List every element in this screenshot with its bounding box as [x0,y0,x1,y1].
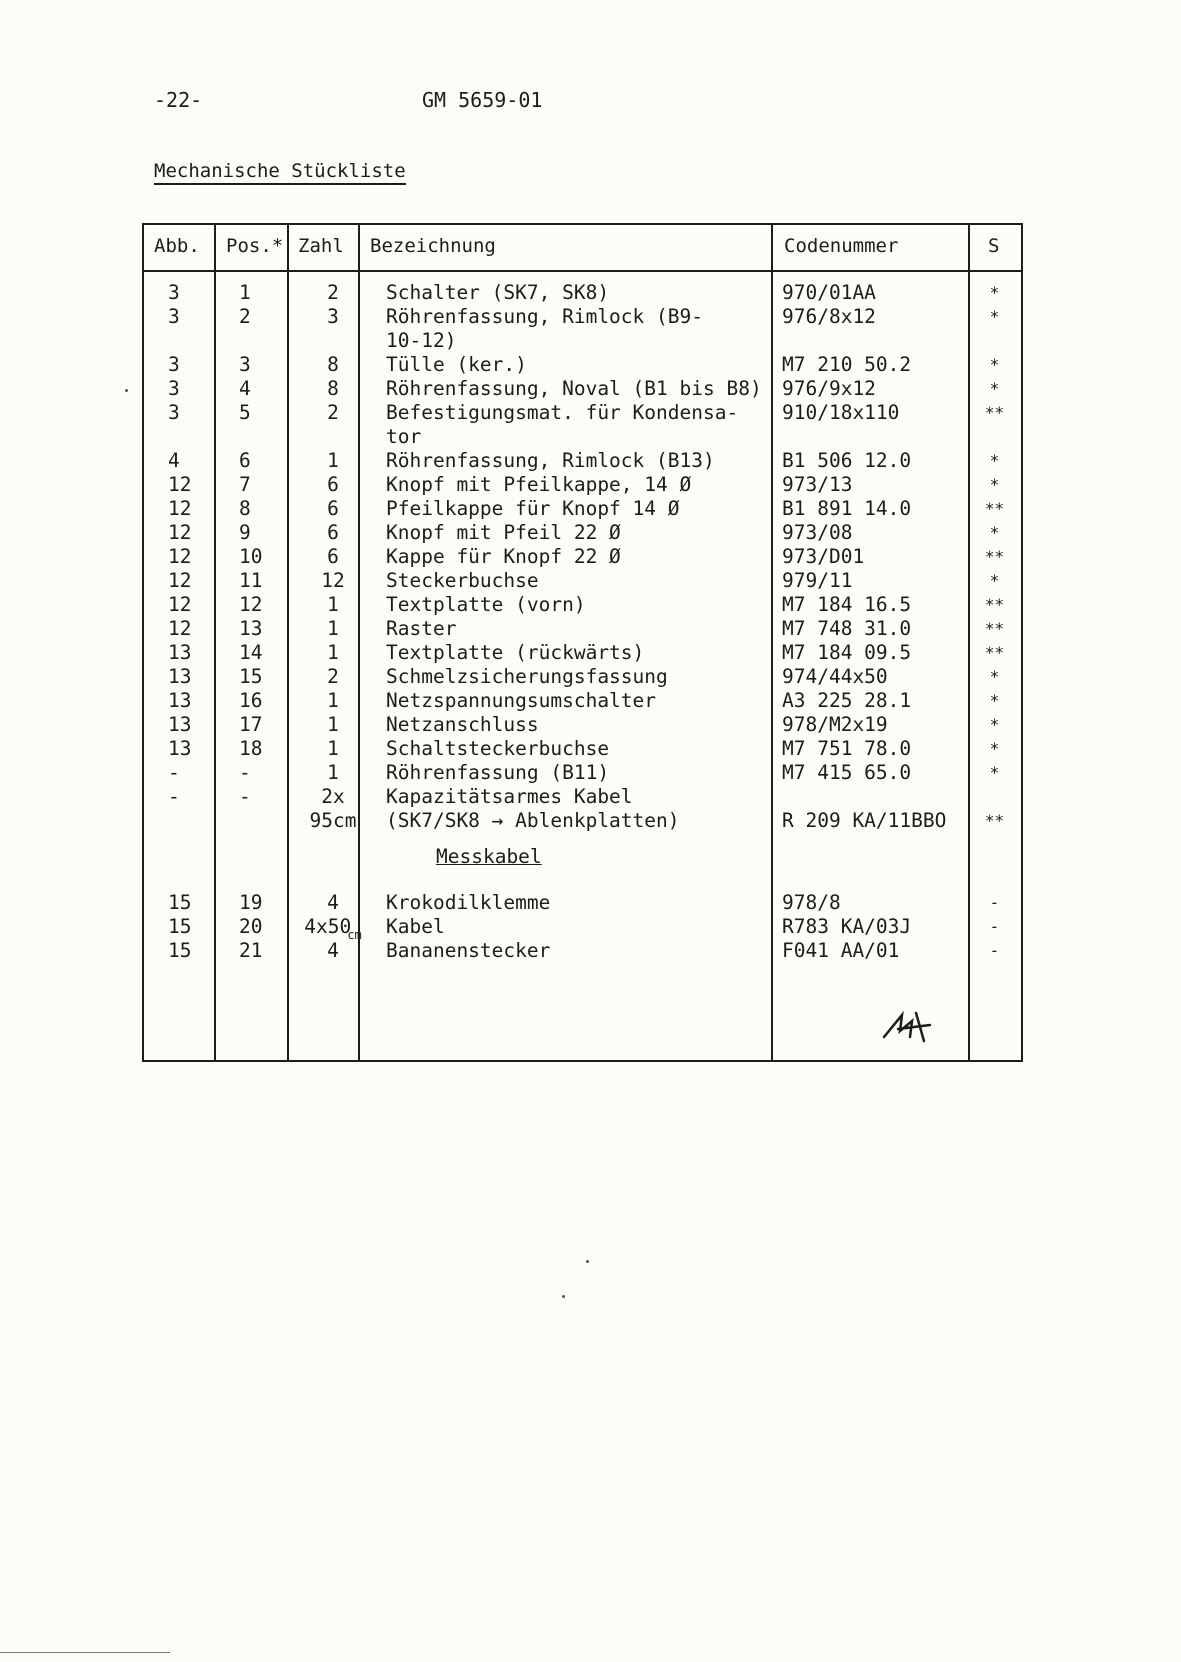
cell-pos: 3 [239,353,251,376]
cell-bezeichnung: Netzspannungsumschalter [386,689,657,712]
table-row [144,377,1021,401]
cell-zahl: 8 [327,353,339,376]
header-pos: Pos.* [226,235,284,257]
cell-pos: 7 [239,473,251,496]
table-row [144,939,1021,963]
cell-bezeichnung: Röhrenfassung (B11) [386,761,610,784]
scan-speck [562,1295,565,1298]
cell-zahl: 1 [327,761,339,784]
table-row [144,497,1021,521]
cell-abb: 13 [168,713,192,736]
cell-bezeichnung: Textplatte (vorn) [386,593,586,616]
table-row [144,641,1021,665]
cell-pos: 8 [239,497,251,520]
cell-pos: 5 [239,401,251,424]
cell-abb: 12 [168,569,192,592]
cell-codenummer: F041 AA/01 [782,939,900,962]
cell-s: * [989,355,1000,374]
cell-codenummer: 976/8x12 [782,305,876,328]
scan-edge-line [0,1652,170,1653]
cell-bezeichnung: Textplatte (rückwärts) [386,641,645,664]
cell-codenummer: M7 748 31.0 [782,617,912,640]
cell-s: ** [984,643,1005,662]
cell-pos: 6 [239,449,251,472]
cell-s: * [989,307,1000,326]
table-row [144,915,1021,942]
cell-pos: 19 [239,891,263,914]
cell-bezeichnung: Schmelzsicherungsfassung [386,665,668,688]
cell-bezeichnung: Pfeilkappe für Knopf 14 Ø [386,497,680,520]
cell-bezeichnung: Röhrenfassung, Noval (B1 bis B8) [386,377,762,400]
cell-zahl [296,915,370,941]
cell-pos: 9 [239,521,251,544]
cell-codenummer: R783 KA/03J [782,915,912,938]
header-abb: Abb. [154,235,200,257]
cell-zahl: 1 [327,617,339,640]
cell-abb: - [168,761,180,784]
cell-abb: 12 [168,617,192,640]
spacer [144,881,1021,891]
cell-zahl: 2 [327,401,339,424]
section-heading-row [144,833,1021,881]
cell-codenummer: 974/44x50 [782,665,888,688]
cell-bezeichnung: Raster [386,617,457,640]
cell-s: - [989,941,1000,960]
handwritten-signature [880,1007,940,1047]
cell-abb: 4 [168,449,180,472]
cell-pos: 10 [239,545,263,568]
table-row [144,713,1021,737]
cell-s: * [989,283,1000,302]
cell-abb: 13 [168,689,192,712]
header-codenummer: Codenummer [784,235,899,257]
section-heading: Messkabel [436,845,542,868]
cell-pos: 15 [239,665,263,688]
cell-codenummer: 976/9x12 [782,377,876,400]
cell-bezeichnung: Röhrenfassung, Rimlock (B13) [386,449,715,472]
page-number: -22- [154,88,203,112]
cell-abb: 12 [168,497,192,520]
cell-pos: 21 [239,939,263,962]
table-row [144,689,1021,713]
cell-bezeichnung: Bananenstecker [386,939,551,962]
cell-s: * [989,715,1000,734]
cell-zahl: 2 [327,281,339,304]
cell-zahl: 6 [327,497,339,520]
cell-abb: 15 [168,915,192,938]
cell-codenummer: M7 184 16.5 [782,593,912,616]
cell-codenummer: 973/D01 [782,545,865,568]
cell-codenummer: 973/08 [782,521,853,544]
table-row [144,449,1021,473]
header-divider [144,270,1021,272]
table-row [144,761,1021,785]
table-row [144,305,1021,353]
section-title: Mechanische Stückliste [154,160,406,185]
table-row [144,665,1021,689]
cell-pos: - [239,761,251,784]
header-s: S [988,235,1000,257]
cell-abb: 13 [168,641,192,664]
cell-codenummer: 978/M2x19 [782,713,888,736]
table-row [144,617,1021,641]
table-row [144,785,1021,833]
cell-zahl: 4 [327,939,339,962]
cell-zahl: 1 [327,449,339,472]
cell-zahl: 2x 95cm [309,785,357,832]
cell-zahl: 3 [327,305,339,328]
cell-codenummer: B1 506 12.0 [782,449,912,472]
cell-abb: 12 [168,521,192,544]
table-row [144,593,1021,617]
cell-abb: 15 [168,891,192,914]
cell-codenummer: 978/8 [782,891,841,914]
cell-bezeichnung: Befestigungsmat. für Kondensa- tor [386,401,739,448]
cell-zahl: 12 [321,569,345,592]
cell-abb: - [168,785,180,808]
cell-zahl: 1 [327,641,339,664]
cell-pos: 18 [239,737,263,760]
table-row [144,891,1021,915]
zahl-value: 4x50 [304,915,352,938]
cell-s: * [989,379,1000,398]
table-row [144,521,1021,545]
cell-bezeichnung: Knopf mit Pfeil 22 Ø [386,521,621,544]
table-row [144,737,1021,761]
scan-speck [125,389,128,392]
cell-abb: 12 [168,473,192,496]
cell-codenummer: M7 751 78.0 [782,737,912,760]
cell-zahl: 8 [327,377,339,400]
cell-codenummer: 910/18x110 [782,401,900,424]
cell-bezeichnung: Röhrenfassung, Rimlock (B9- 10-12) [386,305,703,352]
cell-abb: 13 [168,665,192,688]
cell-zahl: 2 [327,665,339,688]
cell-s: * [989,667,1000,686]
cell-codenummer: 979/11 [782,569,853,592]
cell-codenummer: R 209 KA/11BBO [782,809,947,832]
cell-s: * [989,523,1000,542]
cell-s: * [989,571,1000,590]
cell-bezeichnung: Netzanschluss [386,713,539,736]
cell-pos: 20 [239,915,263,938]
table-row [144,473,1021,497]
cell-zahl: 1 [327,593,339,616]
cell-codenummer: M7 210 50.2 [782,353,912,376]
cell-pos: 1 [239,281,251,304]
cell-s: ** [984,403,1005,422]
cell-codenummer: M7 184 09.5 [782,641,912,664]
parts-table [142,223,1023,1062]
cell-codenummer: M7 415 65.0 [782,761,912,784]
cell-bezeichnung: Krokodilklemme [386,891,551,914]
cell-zahl: 6 [327,545,339,568]
cell-bezeichnung: Knopf mit Pfeilkappe, 14 Ø [386,473,692,496]
cell-zahl: 1 [327,713,339,736]
cell-s: ** [984,595,1005,614]
table-row [144,281,1021,305]
cell-s: ** [984,547,1005,566]
cell-s: * [989,763,1000,782]
cell-zahl: 6 [327,473,339,496]
header-zahl: Zahl [298,235,344,257]
cell-abb: 3 [168,353,180,376]
cell-abb: 12 [168,545,192,568]
cell-bezeichnung: Tülle (ker.) [386,353,527,376]
header-bezeichnung: Bezeichnung [370,235,496,257]
cell-abb: 3 [168,305,180,328]
cell-s: * [989,451,1000,470]
cell-pos: 11 [239,569,263,592]
cell-pos: 16 [239,689,263,712]
table-body [144,281,1021,963]
cell-codenummer: 973/13 [782,473,853,496]
cell-zahl: 6 [327,521,339,544]
cell-bezeichnung: Kapazitätsarmes Kabel (SK7/SK8 → Ablenkplatten) [386,785,680,832]
cell-bezeichnung: Kappe für Knopf 22 Ø [386,545,621,568]
cell-abb: 3 [168,281,180,304]
cell-pos: 13 [239,617,263,640]
document-code: GM 5659-01 [422,88,543,112]
cell-s: * [989,739,1000,758]
cell-pos: 14 [239,641,263,664]
cell-pos: 2 [239,305,251,328]
cell-abb: 3 [168,377,180,400]
cell-bezeichnung: Steckerbuchse [386,569,539,592]
table-row [144,353,1021,377]
table-row [144,545,1021,569]
cell-s: * [989,475,1000,494]
cell-pos: 12 [239,593,263,616]
scan-speck [586,1260,589,1263]
cell-abb: 15 [168,939,192,962]
cell-pos: - [239,785,251,808]
cell-s: ** [984,811,1005,830]
cell-codenummer: B1 891 14.0 [782,497,912,520]
zahl-unit: cm [347,928,362,942]
cell-zahl: 1 [327,737,339,760]
table-row [144,569,1021,593]
cell-bezeichnung: Kabel [386,915,445,938]
cell-pos: 4 [239,377,251,400]
cell-s: * [989,691,1000,710]
cell-s: - [989,893,1000,912]
cell-codenummer: 970/01AA [782,281,876,304]
cell-abb: 3 [168,401,180,424]
cell-bezeichnung: Schaltsteckerbuchse [386,737,610,760]
cell-bezeichnung: Schalter (SK7, SK8) [386,281,610,304]
cell-zahl: 4 [327,891,339,914]
cell-s: ** [984,619,1005,638]
table-row [144,401,1021,449]
cell-s: - [989,917,1000,936]
cell-zahl: 1 [327,689,339,712]
cell-abb: 13 [168,737,192,760]
cell-s: ** [984,499,1005,518]
cell-abb: 12 [168,593,192,616]
cell-codenummer: A3 225 28.1 [782,689,912,712]
cell-pos: 17 [239,713,263,736]
